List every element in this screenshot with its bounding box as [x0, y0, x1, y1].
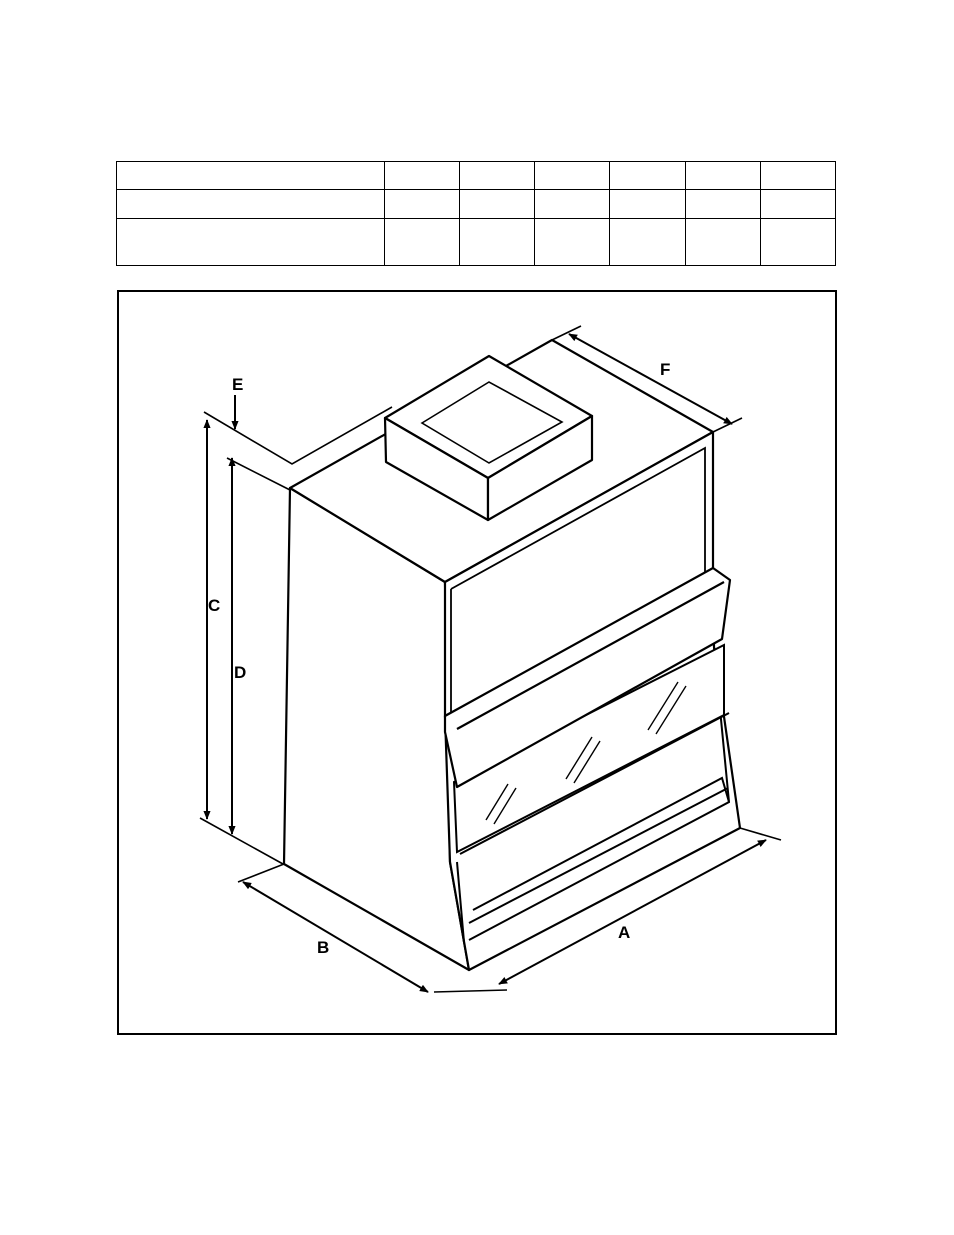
table-cell [460, 218, 535, 265]
dimension-ab-extension [434, 990, 507, 992]
dimension-b-extension-left [238, 864, 284, 882]
label-f: F [660, 360, 671, 379]
table-cell [535, 218, 610, 265]
table-cell [460, 162, 535, 190]
table-cell [117, 162, 385, 190]
cabinet-dimension-drawing [119, 292, 835, 1033]
table-cell [385, 218, 460, 265]
table-cell [117, 218, 385, 265]
table-row [117, 218, 836, 265]
dimension-c-extension-bottom [200, 818, 283, 864]
table-cell [535, 162, 610, 190]
table-cell [760, 190, 835, 218]
label-b: B [317, 938, 330, 957]
cabinet-figure-frame [117, 290, 837, 1035]
label-a: A [618, 923, 631, 942]
label-e: E [232, 375, 244, 394]
table-cell [685, 190, 760, 218]
table-cell [760, 162, 835, 190]
dimension-table [116, 161, 836, 266]
label-d: D [234, 663, 247, 682]
table-cell [385, 162, 460, 190]
dimension-d-extension [227, 458, 290, 490]
table-cell [385, 190, 460, 218]
table-row [117, 190, 836, 218]
table-row [117, 162, 836, 190]
table-cell [610, 162, 685, 190]
table-cell [117, 190, 385, 218]
table-cell [685, 218, 760, 265]
table-cell [610, 190, 685, 218]
table-cell [760, 218, 835, 265]
table-cell [460, 190, 535, 218]
label-c: C [208, 596, 221, 615]
table-cell [535, 190, 610, 218]
table-cell [685, 162, 760, 190]
dimension-f-extension-right [713, 418, 742, 432]
table-cell [610, 218, 685, 265]
dimension-a-extension-right [740, 828, 781, 840]
